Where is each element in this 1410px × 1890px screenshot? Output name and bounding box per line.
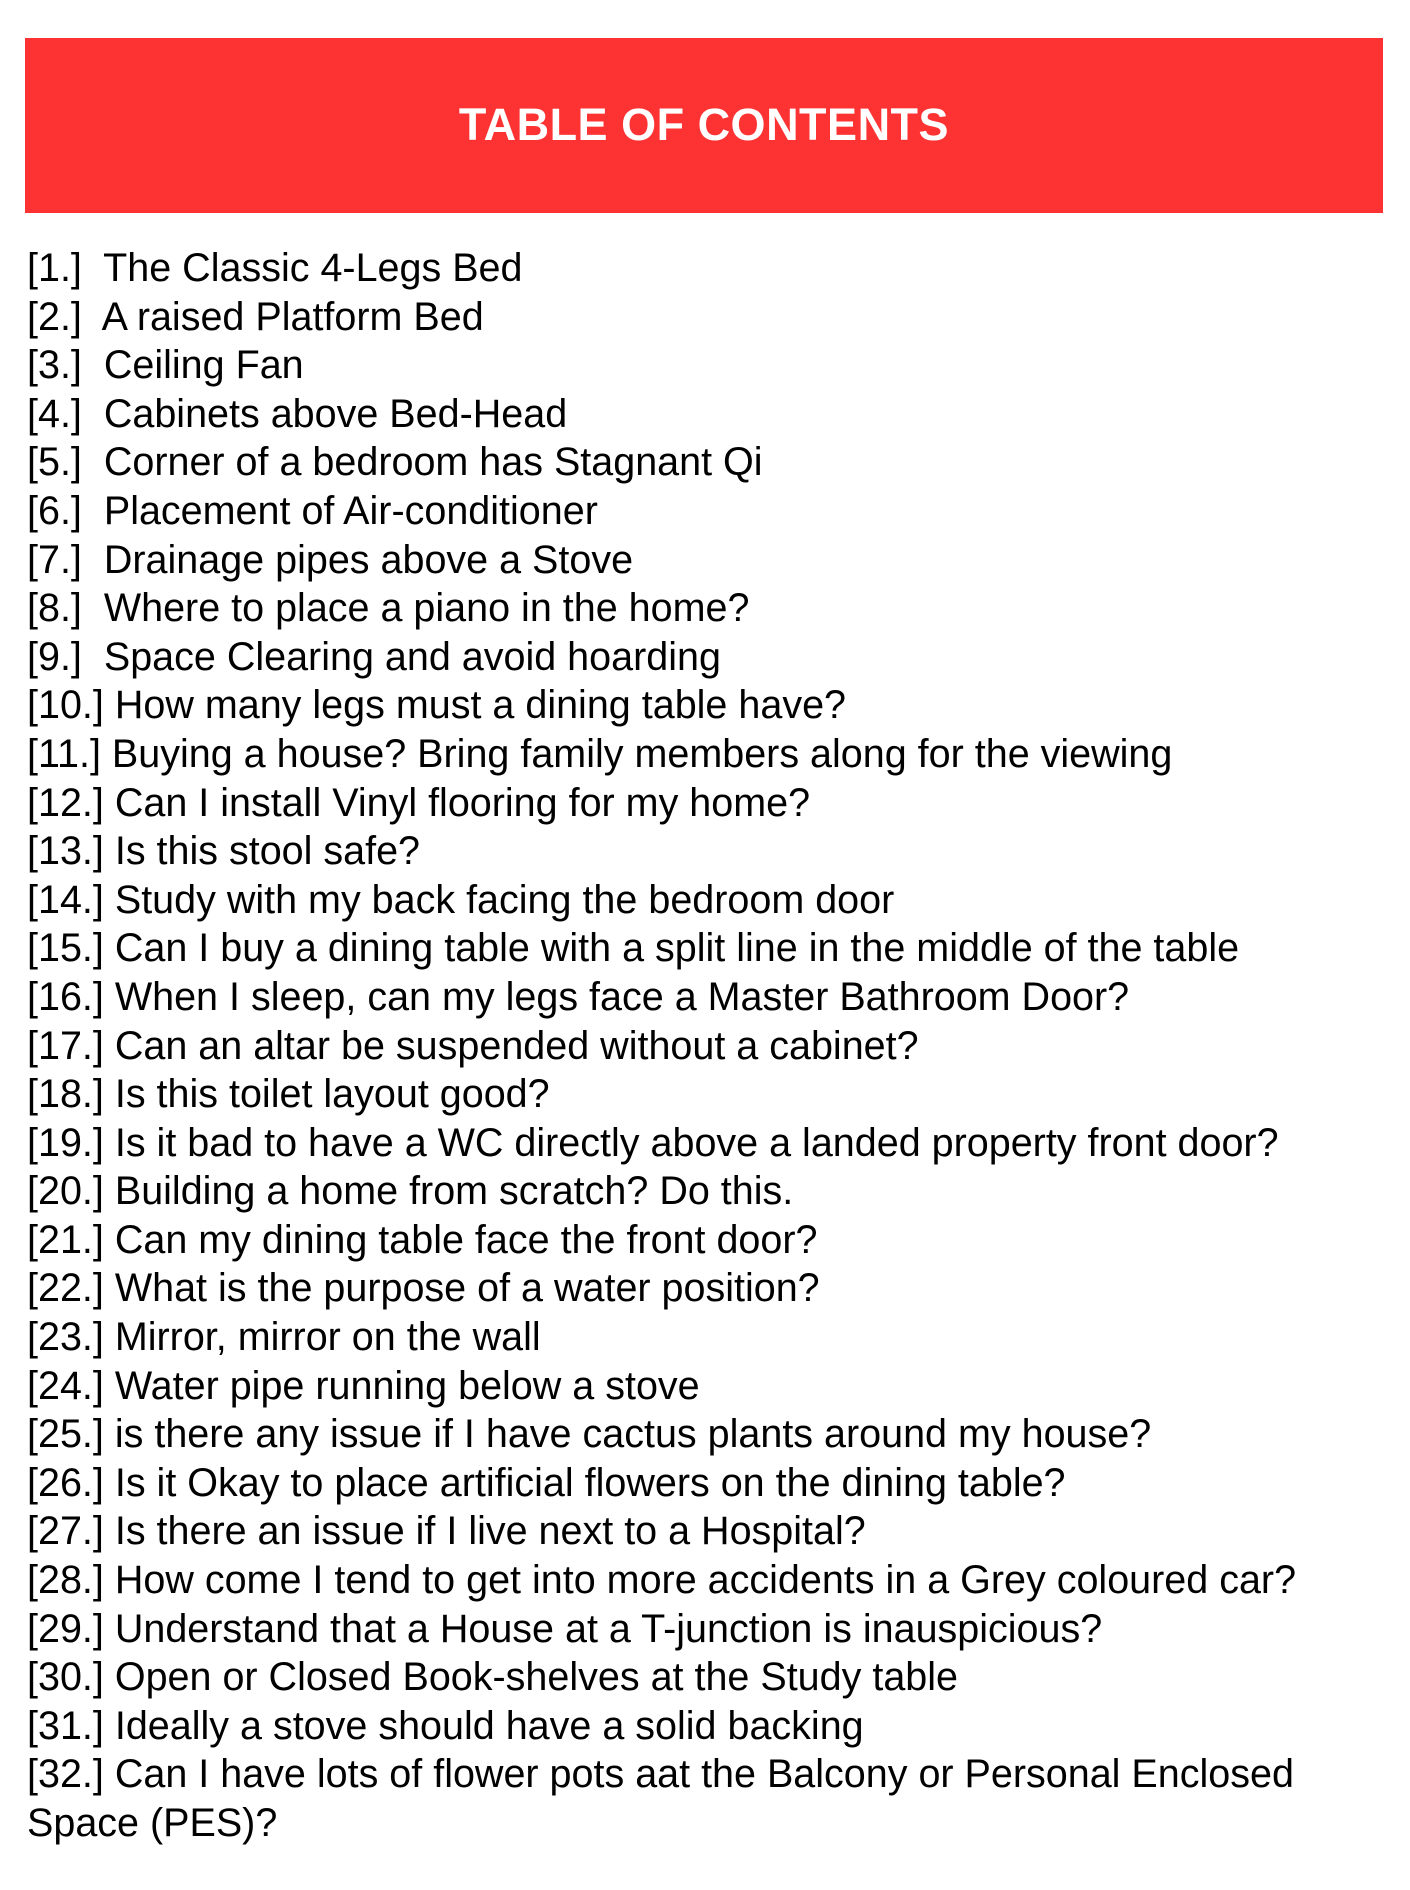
toc-item-12: [27, 779, 1387, 828]
toc-item-number: [6.]: [27, 488, 104, 533]
title-banner: [25, 38, 1383, 213]
toc-item-18: [27, 1070, 1387, 1119]
toc-item-number: [13.]: [27, 829, 115, 874]
toc-item-text: How many legs must a dining table have?: [114, 683, 846, 728]
toc-item-24: [27, 1362, 1387, 1411]
toc-item-text: Mirror, mirror on the wall: [114, 1315, 541, 1360]
toc-item-number: [20.]: [27, 1169, 115, 1214]
toc-item-9: [27, 633, 1387, 682]
page-title: TABLE OF CONTENTS: [458, 98, 950, 150]
toc-item-number: [1.]: [27, 246, 104, 290]
toc-item-text: What is the purpose of a water position?: [114, 1266, 820, 1311]
toc-item-text: The Classic 4-Legs Bed: [103, 246, 523, 290]
toc-item-number: [24.]: [27, 1363, 115, 1408]
toc-item-text: Where to place a piano in the home?: [103, 586, 750, 631]
toc-item-number: [12.]: [27, 780, 115, 825]
toc-item-8: [27, 584, 1387, 633]
toc-item-number: [29.]: [27, 1606, 115, 1651]
toc-item-text: Corner of a bedroom has Stagnant Qi: [103, 440, 763, 485]
toc-item-28: [27, 1556, 1387, 1605]
toc-item-19: [27, 1119, 1387, 1168]
toc-item-number: [4.]: [27, 391, 104, 436]
toc-item-30: [27, 1653, 1387, 1702]
toc-item-text: When I sleep, can my legs face a Master Bathroom Door?: [114, 974, 1130, 1019]
toc-item-number: [11.]: [27, 731, 112, 776]
toc-item-text: Ideally a stove should have a solid backing: [114, 1703, 864, 1748]
toc-item-4: [27, 390, 1387, 439]
toc-item-text: is there any issue if I have cactus plants around my house?: [114, 1412, 1152, 1457]
toc-item-number: [8.]: [27, 586, 104, 631]
toc-item-29: [27, 1605, 1387, 1654]
toc-item-31: [27, 1702, 1387, 1751]
toc-item-17: [27, 1022, 1387, 1071]
toc-item-number: [17.]: [27, 1023, 115, 1068]
toc-item-13: [27, 827, 1387, 876]
toc-item-text: Water pipe running below a stove: [114, 1363, 700, 1408]
toc-item-number: [32.]: [27, 1752, 115, 1797]
toc-item-text: Ceiling Fan: [103, 343, 304, 388]
toc-item-number: [23.]: [27, 1315, 115, 1360]
toc-item-11: [27, 730, 1387, 779]
toc-item-26: [27, 1459, 1387, 1508]
toc-item-number: [10.]: [27, 683, 115, 728]
toc-item-text: Is this stool safe?: [114, 829, 421, 874]
toc-item-text: Building a home from scratch? Do this.: [114, 1169, 794, 1214]
toc-item-text: Placement of Air-conditioner: [103, 488, 598, 533]
toc-item-number: [21.]: [27, 1217, 115, 1262]
toc-item-text: Open or Closed Book-shelves at the Study table: [114, 1655, 958, 1700]
toc-item-text: Can I buy a dining table with a split line in the middle of the table: [114, 926, 1240, 971]
toc-item-text: Study with my back facing the bedroom door: [114, 877, 895, 922]
toc-item-14: [27, 876, 1387, 925]
toc-item-number: [25.]: [27, 1412, 115, 1457]
toc-item-5: [27, 438, 1387, 487]
toc-item-23: [27, 1313, 1387, 1362]
toc-item-number: [27.]: [27, 1509, 115, 1554]
toc-item-text: Can I install Vinyl flooring for my home?: [114, 780, 811, 825]
toc-item-text: Space Clearing and avoid hoarding: [103, 634, 721, 679]
toc-item-32: [27, 1750, 1387, 1847]
toc-item-25: [27, 1410, 1387, 1459]
toc-item-text: Can an altar be suspended without a cabinet?: [114, 1023, 919, 1068]
toc-item-number: [3.]: [27, 343, 104, 388]
toc-item-text: Cabinets above Bed-Head: [103, 391, 568, 436]
toc-item-number: [18.]: [27, 1072, 115, 1117]
toc-item-number: [9.]: [27, 634, 104, 679]
toc-item-text: A raised Platform Bed: [101, 294, 484, 339]
toc-item-20: [27, 1167, 1387, 1216]
toc-item-number: [28.]: [27, 1558, 115, 1603]
toc-item-2: [27, 293, 1387, 342]
toc-item-text: Is it bad to have a WC directly above a landed property front door?: [114, 1120, 1279, 1165]
toc-item-number: [15.]: [27, 926, 115, 971]
toc-item-number: [14.]: [27, 877, 115, 922]
toc-item-22: [27, 1264, 1387, 1313]
toc-item-text: Understand that a House at a T-junction is inauspicious?: [114, 1606, 1103, 1651]
toc-item-7: [27, 536, 1387, 585]
toc-item-text: Buying a house? Bring family members along for the viewing: [111, 731, 1173, 776]
toc-item-15: [27, 924, 1387, 973]
toc-item-16: [27, 973, 1387, 1022]
toc-item-number: [19.]: [27, 1120, 115, 1165]
toc-item-27: [27, 1507, 1387, 1556]
table-of-contents-list: [27, 244, 1387, 1848]
toc-item-text: Can I have lots of flower pots aat the Balcony or Personal Enclosed Space (PES)?: [27, 1752, 1294, 1845]
toc-item-21: [27, 1216, 1387, 1265]
toc-item-text: Is there an issue if I live next to a Hospital?: [114, 1509, 866, 1554]
toc-item-3: [27, 341, 1387, 390]
toc-item-number: [7.]: [27, 537, 104, 582]
toc-item-number: [31.]: [27, 1703, 115, 1748]
toc-item-number: [5.]: [27, 440, 104, 485]
toc-item-number: [2.]: [27, 294, 102, 339]
toc-item-text: Can my dining table face the front door?: [114, 1217, 818, 1262]
toc-item-number: [26.]: [27, 1460, 115, 1505]
toc-item-text: Drainage pipes above a Stove: [103, 537, 634, 582]
toc-item-number: [16.]: [27, 974, 115, 1019]
toc-item-10: [27, 681, 1387, 730]
toc-item-number: [30.]: [27, 1655, 115, 1700]
toc-item-text: Is this toilet layout good?: [114, 1072, 550, 1117]
toc-item-number: [22.]: [27, 1266, 115, 1311]
toc-item-text: Is it Okay to place artificial flowers on the dining table?: [114, 1460, 1066, 1505]
toc-item-text: How come I tend to get into more accidents in a Grey coloured car?: [114, 1558, 1297, 1603]
toc-item-1: [27, 244, 1387, 293]
toc-item-6: [27, 487, 1387, 536]
